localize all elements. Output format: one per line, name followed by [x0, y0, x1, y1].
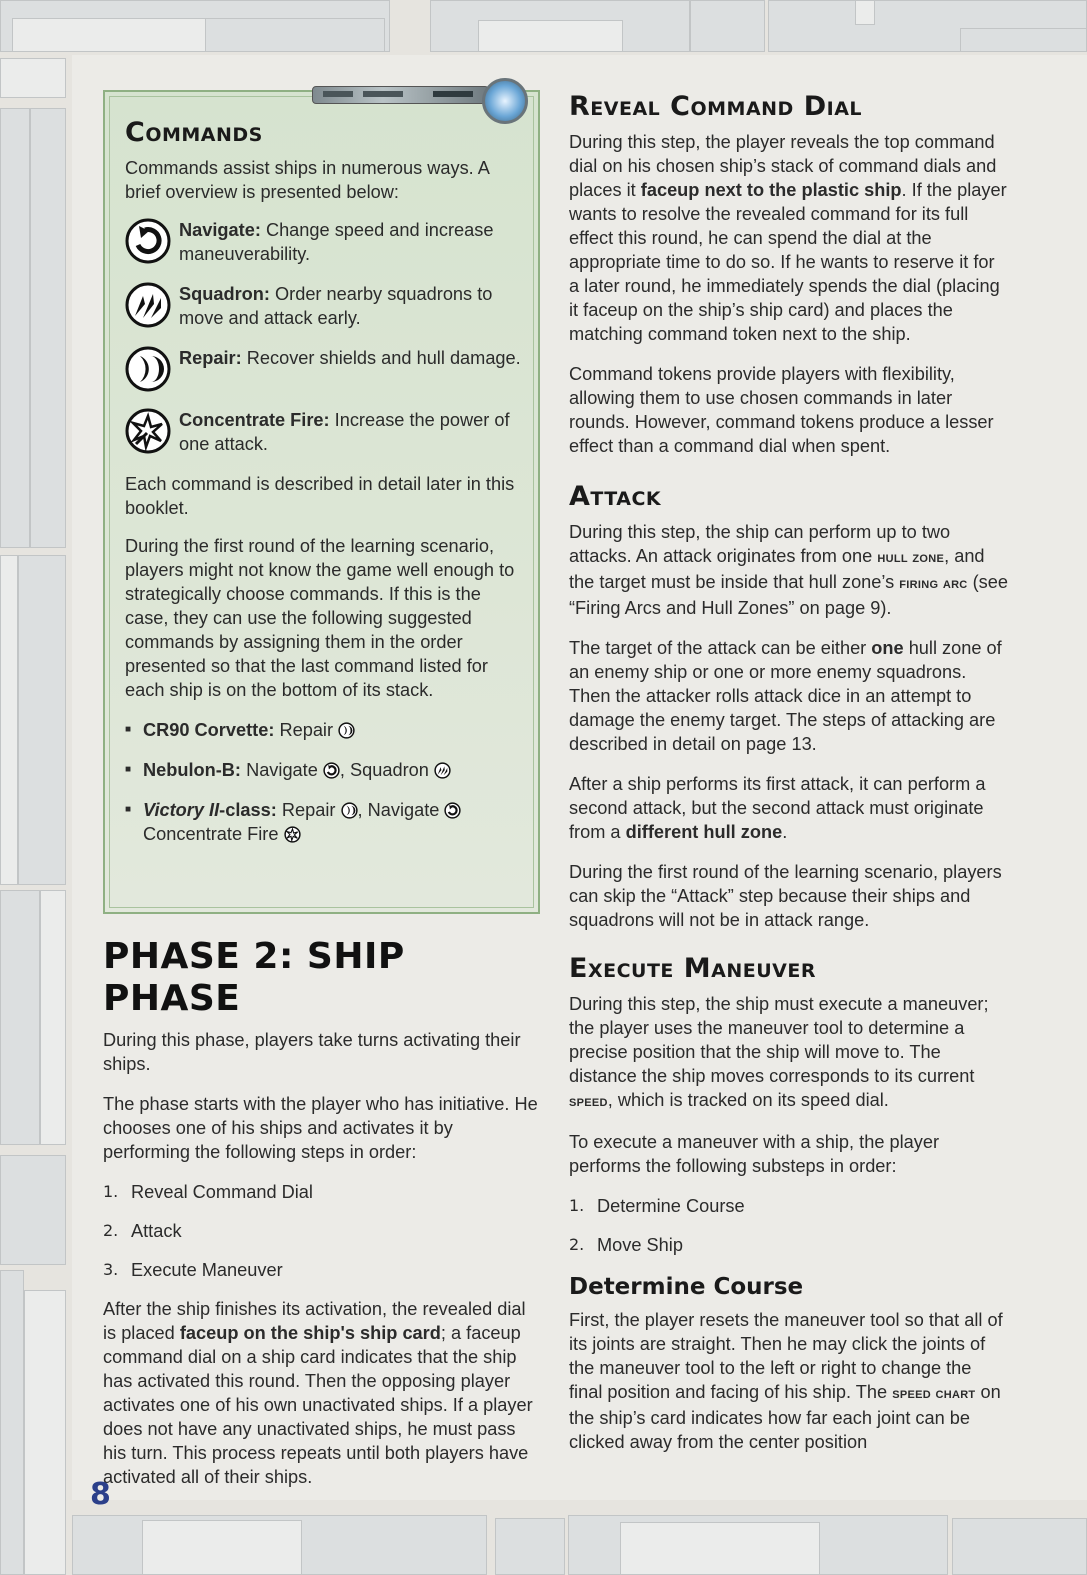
course-p1: First, the player resets the maneuver tool so that all of its joints are straight. Then he may click the joints of the maneuver tool to the left or right to change the final position and facing of his ship. The speed chart on the ship’s card indicates how far each joint can be clicked away from the center position	[569, 1310, 1003, 1452]
concentrate-fire-icon	[125, 408, 171, 454]
execute-p1: During this step, the ship must execute a maneuver; the player uses the maneuver tool to determine a precise position that the ship will move to. The distance the ship moves corresponds to its current speed, which is tracked on its speed dial.	[569, 994, 989, 1110]
command-concentrate-fire	[125, 408, 525, 456]
squadron-icon	[434, 762, 451, 779]
course-title: Determine Course	[569, 1274, 804, 1300]
reveal-p2: Command tokens provide players with flexibility, allowing them to use chosen commands in later rounds. However, command tokens produce a lesser effect than a command dial when spent.	[569, 364, 994, 456]
execute-steps	[569, 1194, 1009, 1257]
commands-content	[125, 116, 525, 862]
concentrate-fire-desc: Increase the power of one attack.	[179, 410, 510, 454]
attack-p4: During the first round of the learning scenario, players can skip the “Attack” step because their ships and squadrons will not be in attack range.	[569, 862, 1002, 930]
command-label: Repair	[279, 720, 334, 740]
phase-title: PHASE 2: SHIP PHASE	[103, 936, 405, 1019]
squadron-icon	[125, 282, 171, 328]
commands-intro: Commands assist ships in numerous ways. A brief overview is presented below:	[125, 158, 489, 202]
execute-p2: To execute a maneuver with a ship, the player performs the following substeps in order:	[569, 1132, 940, 1176]
repair-icon	[338, 722, 355, 739]
phase-p1: During this phase, players take turns activating their ships.	[103, 1030, 521, 1074]
list-item: ■ Victory II-class: Repair , Navigate Concentrate Fire	[125, 798, 525, 846]
navigate-name: Navigate:	[179, 220, 261, 240]
suggested-commands-list	[125, 718, 525, 846]
page-number: 8	[90, 1477, 111, 1512]
ship-name-italic: Victory II	[143, 800, 220, 820]
right-column	[569, 90, 1009, 1464]
navigate-icon	[444, 802, 461, 819]
list-item: 2. Attack	[103, 1221, 182, 1241]
command-label: Squadron	[350, 760, 429, 780]
command-squadron	[125, 282, 525, 330]
reveal-p1: During this step, the player reveals the top command dial on his chosen ship’s stack of command dials and places it faceup next to the plastic ship. If the player wants to resolve the revealed command for its full effect this round, he can spend the dial at the appropriate time to do so. If he wants to reserve it for a later round, he immediately spends the dial (placing it faceup on the ship’s ship card) and places the matching command token next to the ship.	[569, 132, 1007, 344]
phase-p2: The phase starts with the player who has initiative. He chooses one of his ships and activates it by performing the following steps in order:	[103, 1094, 538, 1162]
list-item: 3. Execute Maneuver	[103, 1260, 283, 1280]
command-repair	[125, 346, 525, 392]
repair-desc: Recover shields and hull damage.	[246, 348, 521, 368]
navigate-icon	[125, 218, 171, 264]
execute-title: Execute Maneuver	[569, 953, 816, 984]
command-label: Navigate	[367, 800, 440, 820]
attack-title: Attack	[569, 481, 662, 512]
separator: ,	[339, 760, 351, 780]
commands-scenario: During the first round of the learning scenario, players might not know the game well enough to strategically choose commands. If this is the case, they can use the following suggested commands by assigning them in the order presented so that the last command listed for each ship is on the bottom of its stack.	[125, 536, 515, 700]
commands-detail: Each command is described in detail later in this booklet.	[125, 474, 515, 518]
squadron-desc: Order nearby squadrons to move and attack early.	[179, 284, 493, 328]
command-label: Repair	[281, 800, 336, 820]
phase-p3: After the ship finishes its activation, the revealed dial is placed faceup on the ship's ship card; a faceup command dial on a ship card indicates that the ship has activated this round. Then the opposing player activates one of his own unactivated ships. If a player does not have any unactivated ships, he must pass his turn. This process repeats until both players have activated all of their ships.	[103, 1299, 533, 1487]
command-label: Concentrate Fire	[143, 824, 279, 844]
list-item: 2. Move Ship	[569, 1235, 683, 1255]
command-label: Navigate	[246, 760, 318, 780]
command-navigate	[125, 218, 525, 266]
repair-name: Repair:	[179, 348, 242, 368]
repair-icon	[341, 802, 358, 819]
list-item: ■ CR90 Corvette: Repair	[125, 718, 525, 742]
list-item: 1. Determine Course	[569, 1196, 745, 1216]
repair-icon	[125, 346, 171, 392]
list-item: ■ Nebulon-B: Navigate , Squadron	[125, 758, 525, 782]
ship-name: Nebulon-B:	[143, 760, 241, 780]
separator: ,	[357, 800, 368, 820]
ship-name-rest: -class:	[219, 800, 277, 820]
ship-name: CR90 Corvette:	[143, 720, 275, 740]
tech-bar-decoration	[312, 86, 489, 104]
squadron-name: Squadron:	[179, 284, 270, 304]
attack-p1: During this step, the ship can perform up to two attacks. An attack originates from one hull zone, and the target must be inside that hull zone’s firing arc (see “Firing Arcs and Hull Zones” on page 9).	[569, 522, 1008, 618]
attack-p2: The target of the attack can be either one hull zone of an enemy ship or one or more enemy squadrons. Then the attacker rolls attack dice in an attempt to damage the enemy target. The steps of attacking are described in detail on page 13.	[569, 638, 1002, 754]
reveal-title: Reveal Command Dial	[569, 91, 863, 122]
navigate-icon	[323, 762, 340, 779]
concentrate-fire-name: Concentrate Fire:	[179, 410, 330, 430]
ship-phase-section	[103, 936, 543, 1499]
list-item: 1. Reveal Command Dial	[103, 1182, 313, 1202]
navigate-desc: Change speed and increase maneuverability.	[179, 220, 494, 264]
phase-steps	[103, 1180, 543, 1282]
commands-title: Commands	[125, 117, 263, 148]
attack-p3: After a ship performs its first attack, it can perform a second attack, but the second attack must originate from a different hull zone.	[569, 774, 986, 842]
concentrate-fire-icon	[284, 826, 301, 843]
